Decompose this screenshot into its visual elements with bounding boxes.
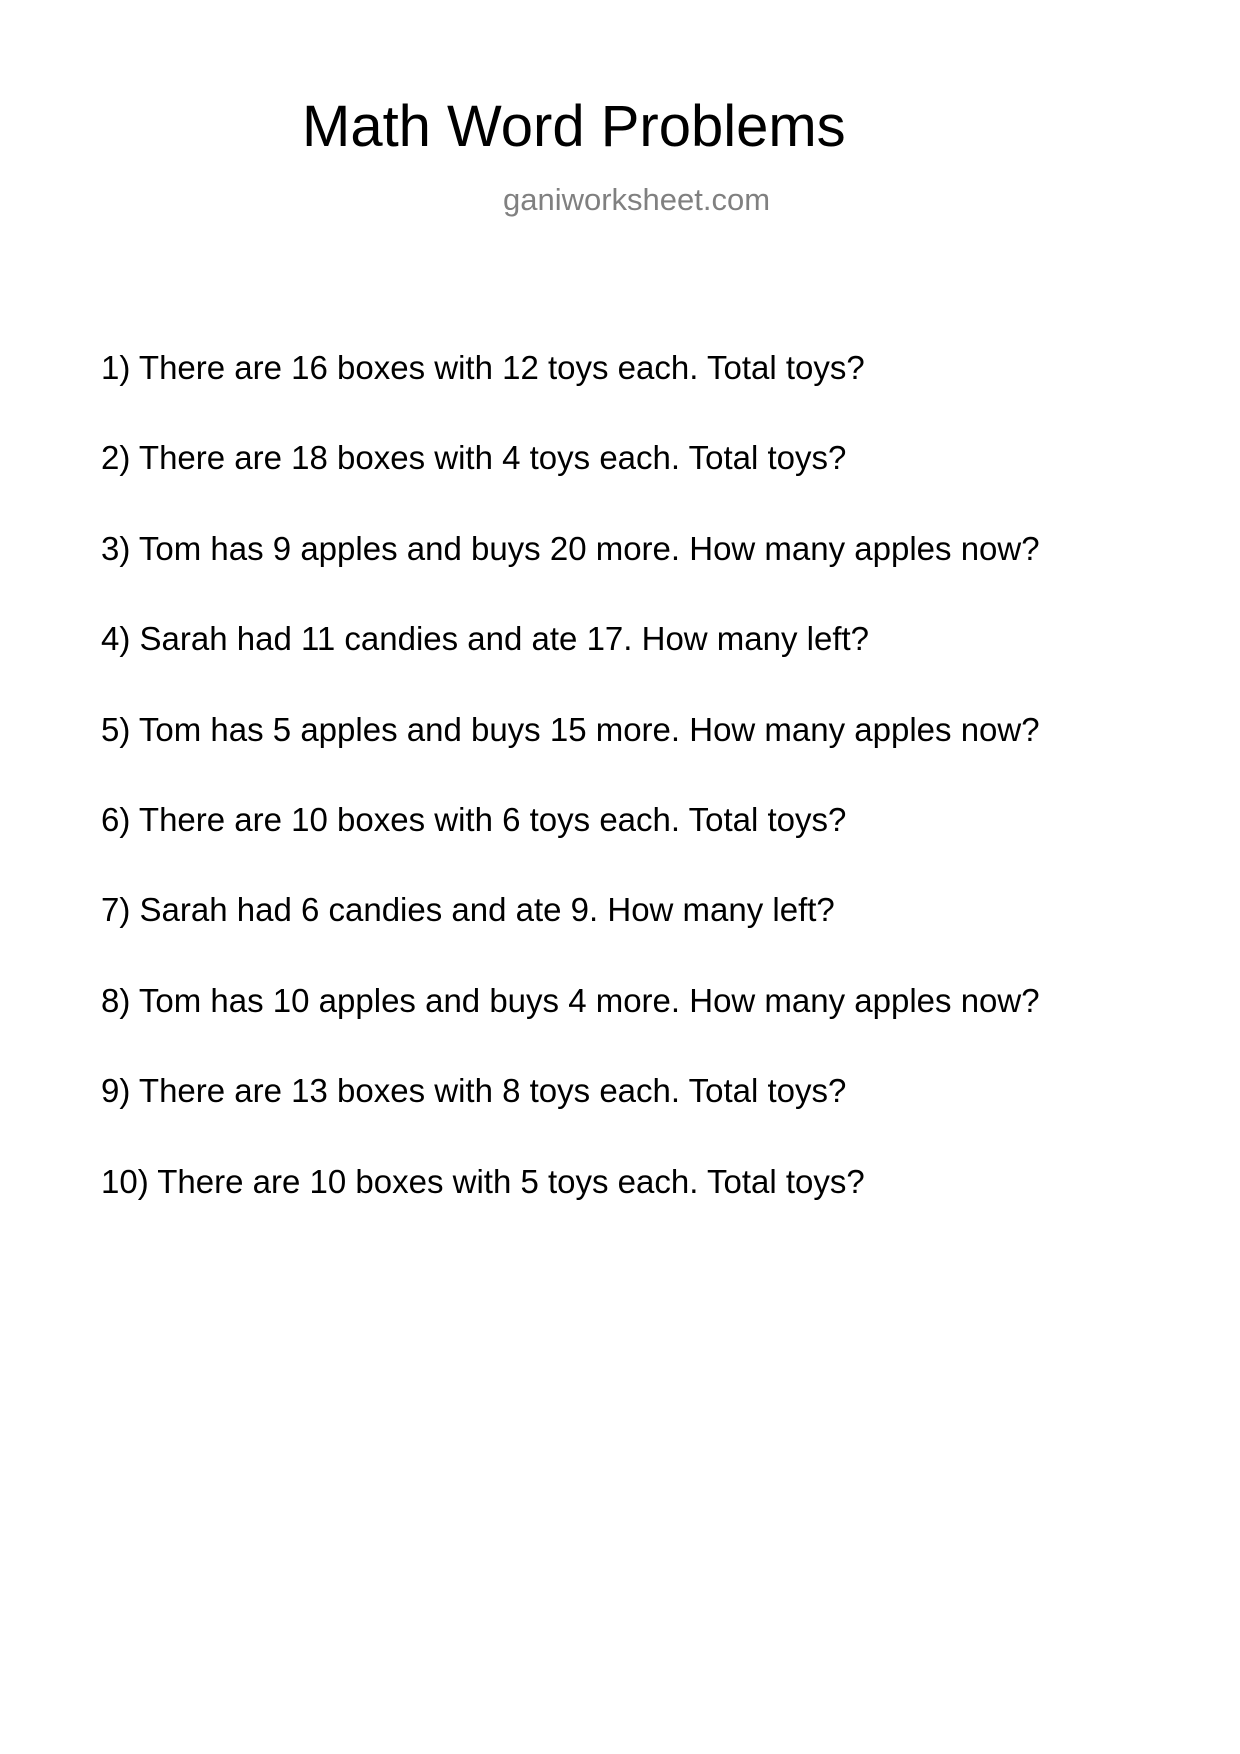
problem-item: 6) There are 10 boxes with 6 toys each. Total toys?	[101, 800, 847, 838]
problem-item: 5) Tom has 5 apples and buys 15 more. How many apples now?	[101, 710, 1040, 748]
page-title: Math Word Problems	[302, 94, 846, 159]
problem-item: 2) There are 18 boxes with 4 toys each. Total toys?	[101, 439, 847, 477]
problem-item: 8) Tom has 10 apples and buys 4 more. How many apples now?	[101, 981, 1040, 1019]
problem-item: 9) There are 13 boxes with 8 toys each. Total toys?	[101, 1072, 847, 1110]
site-name: ganiworksheet.com	[503, 182, 771, 217]
problem-item: 3) Tom has 9 apples and buys 20 more. How many apples now?	[101, 529, 1040, 567]
problem-item: 7) Sarah had 6 candies and ate 9. How many left?	[101, 891, 835, 929]
problem-item: 1) There are 16 boxes with 12 toys each. Total toys?	[101, 349, 865, 386]
problem-item: 10) There are 10 boxes with 5 toys each. Total toys?	[101, 1162, 865, 1200]
problem-item: 4) Sarah had 11 candies and ate 17. How many left?	[101, 620, 870, 658]
problem-list	[101, 350, 1040, 1254]
